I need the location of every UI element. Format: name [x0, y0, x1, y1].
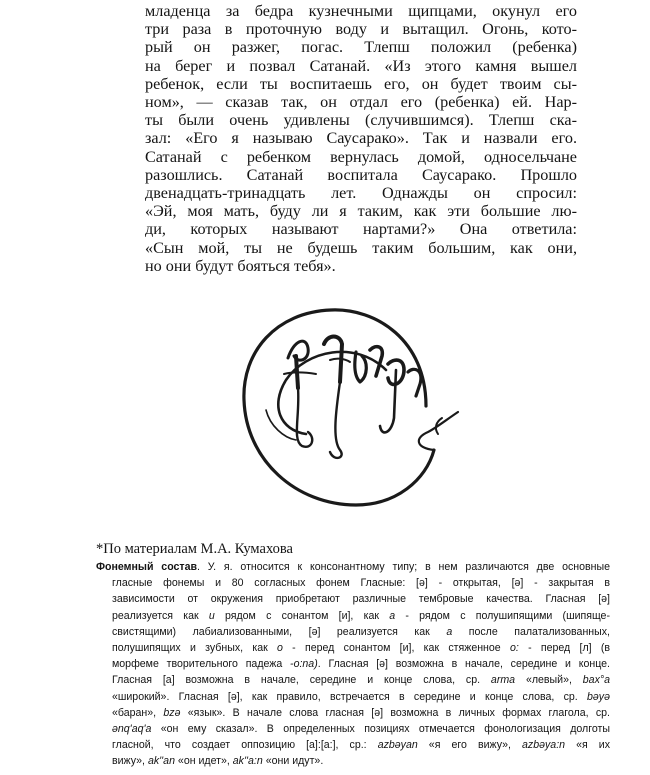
paragraph-line	[96, 640, 610, 656]
line-text: «баран»,	[112, 706, 164, 719]
source-footnote: *По материалам М.А. Кумахова	[96, 541, 293, 557]
line-text: . Гласная [ə] возможна в начале, середине и конце.	[317, 658, 611, 671]
example-word: ənq'aq'a	[112, 723, 152, 736]
example-word: azbəyan	[377, 739, 418, 752]
story-line: ты были очень удивлены (случившимся). Тлепш ска-	[145, 111, 577, 130]
line-text: «он идет»,	[174, 755, 233, 768]
paragraph-line	[96, 656, 610, 672]
line-text: рядом с сонантом [и], как	[214, 609, 390, 622]
line-text: свистящими) лабиализованными, [ə] реализуется как	[112, 625, 447, 638]
story-line: но они будут бояться тебя».	[145, 256, 336, 275]
line-text: «язык». В начале слова гласная [ə] возможна в личных формах глагола, ср.	[180, 706, 610, 719]
line-text: - перед [л] (в	[518, 642, 610, 655]
line-text: «они идут».	[262, 755, 324, 768]
example-word: о	[277, 642, 283, 655]
line-text: морфеме творительного падежа	[112, 658, 291, 671]
line-text: - рядом с полушипящими (шипяще-	[395, 609, 610, 622]
line-text: зависимости от окружения приобретают различные тембровые качества. Гласная [ə]	[112, 593, 610, 606]
paragraph-line	[96, 575, 610, 591]
example-word: и	[208, 609, 215, 622]
example-word: а	[446, 625, 453, 638]
paragraph-line	[96, 559, 610, 575]
story-line: «Эй, моя мать, буду ли я таким, как эти большие лю-	[145, 202, 577, 221]
example-word: ak''a:n	[232, 755, 263, 768]
example-word: а	[389, 609, 396, 622]
story-line: ребенок, если ты воспитаешь его, он будет твоим сы-	[145, 74, 577, 93]
line-text: «я его вижу»,	[417, 739, 523, 752]
line-text: - перед сонантом [и], как стяженное	[282, 642, 510, 655]
line-text: гласные фонемы и 80 согласных фонем Гласные: [ə] - открытая, [ə] - закрытая в	[112, 577, 610, 590]
phonemic-composition-paragraph	[96, 559, 610, 770]
story-line: ном», — сказав так, он отдал его (ребенка) ей. Нар-	[145, 93, 577, 112]
story-line: двенадцать-тринадцать лет. Однажды он спросил:	[145, 184, 577, 203]
story-line: зал: «Его я называю Саусарако». Так и назвали его.	[145, 129, 577, 148]
line-text: . У. я. относится к консонантному типу; в нем различаются две основные	[197, 561, 610, 573]
line-text: гласной, что создает оппозицию [а]:[а:], ср.:	[112, 739, 378, 752]
story-text	[145, 2, 577, 275]
example-word: arma	[490, 674, 516, 687]
paragraph-line	[96, 689, 610, 705]
example-word: azbəya:n	[522, 739, 566, 752]
line-text: полушипящих и зубных, как	[112, 642, 277, 655]
example-word: bax°a	[582, 674, 610, 687]
story-line: ди, которых называют нартами?» Она ответила:	[145, 220, 577, 239]
example-word: о:	[509, 642, 519, 655]
line-text: «левый»,	[515, 674, 583, 687]
paragraph-line	[96, 753, 610, 769]
story-line: рый он разжег, погас. Тлепш положил (ребенка)	[145, 38, 577, 57]
example-word: bzə	[163, 706, 181, 719]
line-text: вижу»,	[112, 755, 148, 768]
paragraph-line	[96, 624, 610, 640]
paragraph-line	[96, 705, 610, 721]
section-heading: Фонемный состав	[96, 561, 198, 573]
story-line: три раза в проточную воду и вытащил. Огонь, кото-	[145, 20, 577, 39]
example-word: bəyə	[587, 690, 610, 703]
paragraph-line	[96, 721, 610, 737]
story-line: на берег и позвал Сатанай. «Из этого камня вышел	[145, 56, 577, 75]
story-line: разошлись. Сатанай воспитала Саусарако. Прошло	[145, 165, 577, 184]
paragraph-line	[96, 737, 610, 753]
paragraph-line	[96, 672, 610, 688]
example-word: -о:na)	[290, 658, 318, 671]
paragraph-line	[96, 608, 610, 624]
line-text: Гласная [а] возможна в начале, середине и конце слова, ср.	[112, 674, 491, 687]
line-text: «он ему сказал». В определенных позициях отмечается фонологизация долготы	[151, 723, 610, 736]
story-line: Сатанай с ребенком вернулась домой, односельчане	[145, 147, 577, 166]
story-line: «Сын мой, ты не будешь таким большим, как они,	[145, 238, 577, 257]
line-text: «широкий». Гласная [ə], как правило, встречается в середине и конце слова, ср.	[112, 690, 588, 703]
story-line: младенца за бедра кузнечными щипцами, окунул его	[145, 2, 577, 20]
line-text: после палатализованных,	[452, 625, 610, 638]
line-text: реализуется как	[112, 609, 209, 622]
paragraph-line	[96, 591, 610, 607]
line-text: «я их	[565, 739, 610, 752]
calligraphic-monogram-icon	[236, 300, 476, 515]
example-word: ak''an	[147, 755, 175, 768]
